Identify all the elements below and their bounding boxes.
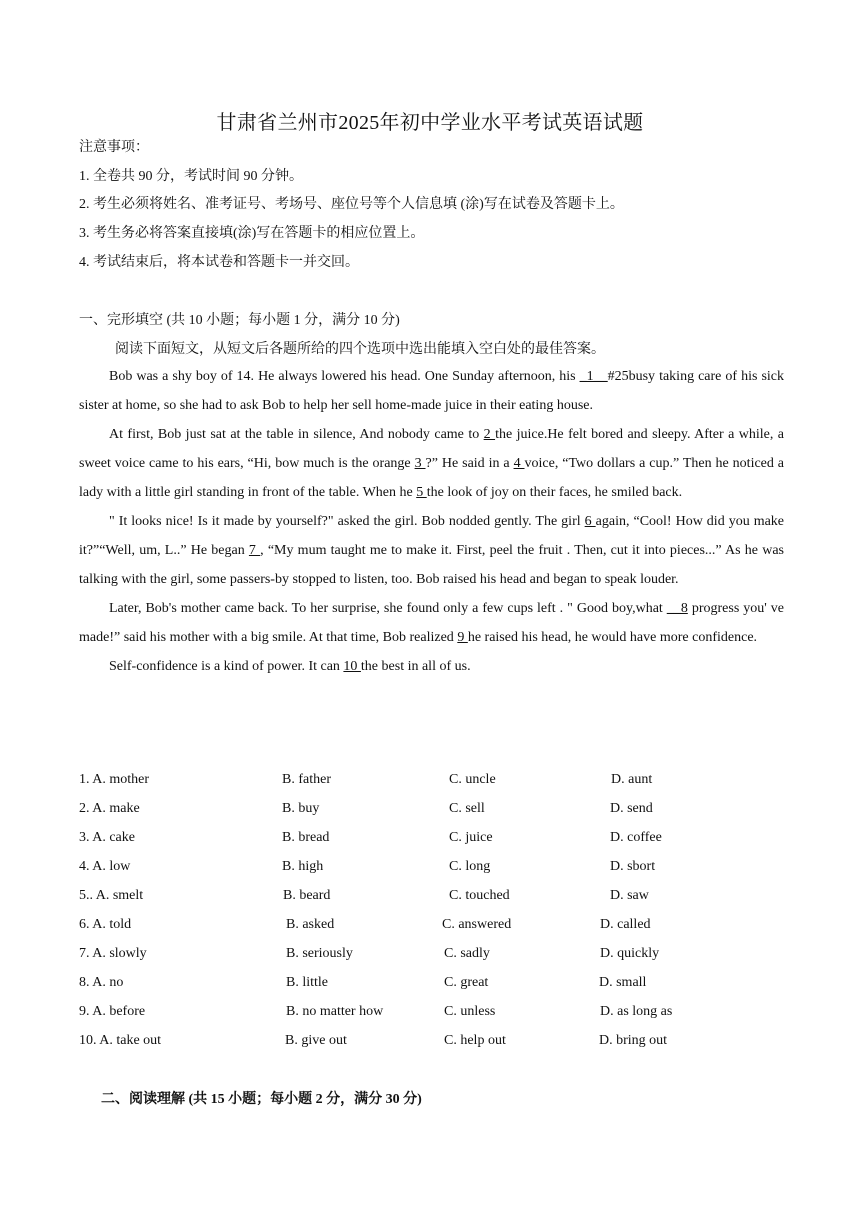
blank-9: 9 bbox=[457, 630, 468, 645]
option-d: D. bring out bbox=[599, 1033, 668, 1048]
section1-heading: 一、完形填空 (共 10 小题；每小题 1 分，满分 10 分) bbox=[79, 313, 400, 328]
option-b: B. little bbox=[286, 975, 328, 990]
option-b: B. seriously bbox=[286, 946, 353, 961]
option-row bbox=[79, 1033, 784, 1053]
passage-paragraph-3: " It looks nice! Is it made by yourself?" asked the girl. Bob nodded gently. The girl 6 again, “Cool! How did you make it?”“Well, um, L..” He began 7 , “My mum taught me to make it. First, peel the fruit . Then, cut it into pieces...” As he was talking with the girl, some passers-by stopped to listen, too. Bob raised his head and began to speak louder. bbox=[79, 514, 785, 587]
option-d: D. small bbox=[599, 975, 647, 990]
option-row bbox=[79, 975, 784, 995]
blank-8: __8 bbox=[666, 601, 688, 616]
option-b: B. bread bbox=[282, 830, 330, 845]
option-a: 3. A. cake bbox=[79, 830, 135, 845]
passage-paragraph-4: Later, Bob's mother came back. To her surprise, she found only a few cups left . " Good boy,what __8 progress you' ve made!” said his mother with a big smile. At that time, Bob realized 9 he raised his head, he would have more confidence. bbox=[79, 601, 785, 645]
passage-paragraph-1: Bob was a shy boy of 14. He always lowered his head. One Sunday afternoon, his _1__#25busy taking care of his sick sister at home, so she had to ask Bob to help her sell home-made juice in their eating house. bbox=[79, 369, 785, 413]
option-b: B. high bbox=[282, 859, 324, 874]
notice-item-1: 1. 全卷共 90 分，考试时间 90 分钟。 bbox=[79, 169, 303, 184]
cloze-passage bbox=[79, 362, 784, 681]
option-a: 8. A. no bbox=[79, 975, 124, 990]
blank-6: 6 bbox=[584, 514, 596, 529]
option-c: C. great bbox=[444, 975, 489, 990]
option-d: D. as long as bbox=[600, 1004, 673, 1019]
option-a: 6. A. told bbox=[79, 917, 132, 932]
passage-paragraph-2: At first, Bob just sat at the table in silence, And nobody came to 2 the juice.He felt bored and sleepy. After a while, a sweet voice came to his ears, “Hi, bow much is the orange 3 ?” He said in a 4 voice, “Two dollars a cup.” Then he noticed a lady with a little girl standing in front of the table. When he 5 the look of joy on their faces, he smiled back. bbox=[79, 427, 785, 500]
option-row bbox=[79, 917, 784, 937]
option-d: D. called bbox=[600, 917, 651, 932]
option-c: C. answered bbox=[442, 917, 512, 932]
passage-paragraph-5: Self-confidence is a kind of power. It can 10 the best in all of us. bbox=[109, 659, 471, 674]
option-a: 2. A. make bbox=[79, 801, 140, 816]
blank-4: 4 bbox=[513, 456, 525, 471]
section2-heading: 二、阅读理解 (共 15 小题；每小题 2 分，满分 30 分) bbox=[101, 1092, 422, 1107]
notice-item-4: 4. 考试结束后，将本试卷和答题卡一并交回。 bbox=[79, 255, 359, 270]
option-b: B. asked bbox=[286, 917, 335, 932]
notice-item-3: 3. 考生务必将答案直接填(涂)写在答题卡的相应位置上。 bbox=[79, 226, 425, 241]
option-row bbox=[79, 859, 784, 879]
option-b: B. father bbox=[282, 772, 331, 787]
notice-heading: 注意事项： bbox=[79, 140, 149, 155]
blank-7: 7 bbox=[248, 543, 261, 558]
notice-item-2: 2. 考生必须将姓名、准考证号、考场号、座位号等个人信息填 (涂)写在试卷及答题卡上。 bbox=[79, 197, 624, 212]
blank-5: 5 bbox=[416, 485, 427, 500]
option-b: B. give out bbox=[285, 1033, 347, 1048]
option-a: 1. A. mother bbox=[79, 772, 149, 787]
option-row bbox=[79, 772, 784, 792]
option-b: B. buy bbox=[282, 801, 320, 816]
option-row bbox=[79, 801, 784, 821]
blank-10: 10 bbox=[343, 659, 361, 674]
option-row bbox=[79, 830, 784, 850]
option-row bbox=[79, 946, 784, 966]
option-c: C. sell bbox=[449, 801, 485, 816]
option-c: C. help out bbox=[444, 1033, 506, 1048]
blank-3: 3 bbox=[414, 456, 426, 471]
option-c: C. long bbox=[449, 859, 491, 874]
option-a: 5.. A. smelt bbox=[79, 888, 144, 903]
option-c: C. uncle bbox=[449, 772, 496, 787]
option-c: C. juice bbox=[449, 830, 493, 845]
option-row bbox=[79, 1004, 784, 1024]
option-c: C. touched bbox=[449, 888, 510, 903]
option-row bbox=[79, 888, 784, 908]
option-d: D. saw bbox=[610, 888, 649, 903]
option-d: D. aunt bbox=[611, 772, 653, 787]
option-a: 7. A. slowly bbox=[79, 946, 147, 961]
option-d: D. quickly bbox=[600, 946, 660, 961]
exam-title: 甘肃省兰州市2025年初中学业水平考试英语试题 bbox=[216, 112, 644, 134]
section1-instruction: 阅读下面短文，从短文后各题所给的四个选项中选出能填入空白处的最佳答案。 bbox=[115, 342, 605, 357]
option-d: D. sbort bbox=[610, 859, 656, 874]
blank-1: _1__ bbox=[579, 369, 608, 384]
option-d: D. send bbox=[610, 801, 653, 816]
option-c: C. sadly bbox=[444, 946, 490, 961]
blank-2: 2 bbox=[483, 427, 496, 442]
option-c: C. unless bbox=[444, 1004, 496, 1019]
option-b: B. no matter how bbox=[286, 1004, 384, 1019]
option-b: B. beard bbox=[283, 888, 331, 903]
option-a: 10. A. take out bbox=[79, 1033, 162, 1048]
option-d: D. coffee bbox=[610, 830, 662, 845]
option-a: 4. A. low bbox=[79, 859, 131, 874]
option-a: 9. A. before bbox=[79, 1004, 146, 1019]
